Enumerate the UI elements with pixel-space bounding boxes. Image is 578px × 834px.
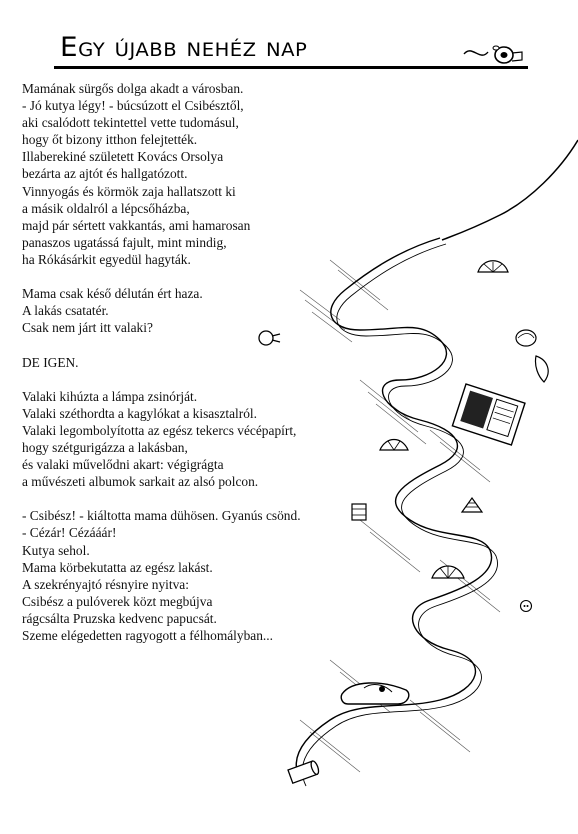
button-icon (521, 601, 532, 612)
poem-line: Vinnyogás és körmök zaja hallatszott ki (22, 183, 236, 199)
stanza (22, 388, 372, 491)
toilet-paper-roll-icon (462, 40, 524, 68)
poem-line: és valaki művelődni akart: végigrágta (22, 457, 224, 473)
poem-line: aki csalódott tekintettel vette tudomásul, (22, 115, 239, 131)
poem-line: rágcsálta Pruzska kedvenc papucsát. (22, 610, 217, 626)
poem-line: - Csibész! - kiáltotta mama dühösen. Gyanús csönd. (22, 508, 301, 524)
poem-body (22, 80, 372, 661)
seashell-icon (478, 261, 508, 272)
poem-line: panaszos ugatássá fajult, mint mindig, (22, 234, 227, 250)
poem-line: Mama csak késő délután ért haza. (22, 286, 203, 302)
stanza (22, 507, 372, 644)
poem-line: A szekrényajtó résnyire nyitva: (22, 576, 189, 592)
poem-line: hogy őt bizony itthon felejtették. (22, 132, 198, 148)
poem-line: majd pár sértett vakkantás, ami hamarosan (22, 217, 251, 233)
seashell-icon (462, 498, 482, 512)
seashell-icon (516, 330, 536, 346)
seashell-icon (380, 440, 408, 451)
poem-line: Kutya sehol. (22, 542, 90, 558)
poem-line: a másik oldalról a lépcsőházba, (22, 200, 190, 216)
poem-line: Mamának sürgős dolga akadt a városban. (22, 81, 244, 96)
poem-line: Csibész a pulóverek közt megbújva (22, 593, 213, 609)
poem-line: - Cézár! Cézááár! (22, 525, 117, 541)
art-album-book-icon (452, 384, 525, 445)
poem-line: Csak nem járt itt valaki? (22, 320, 153, 336)
toilet-paper-roll-end-icon (288, 760, 320, 783)
poem-line: DE IGEN. (22, 354, 79, 370)
page-title: Egy újabb nehéz nap (60, 32, 308, 63)
poem-line: a művészeti albumok sarkait az alsó polcon. (22, 474, 259, 490)
poem-line: Mama körbekutatta az egész lakást. (22, 559, 213, 575)
poem-line: bezárta az ajtót és hallgatózott. (22, 166, 188, 182)
poem-line: Valaki széthordta a kagylókat a kisasztalról. (22, 405, 257, 421)
slipper-icon (341, 683, 409, 704)
stanza (22, 354, 372, 371)
poem-line: Valaki legombolyította az egész tekercs vécépapírt, (22, 422, 297, 438)
seashell-icon (432, 566, 464, 578)
poem-line: Illaberekiné született Kovács Orsolya (22, 149, 224, 165)
title-underline (54, 66, 528, 69)
poem-line: Szeme elégedetten ragyogott a félhomályban... (22, 628, 273, 643)
stanza (22, 285, 372, 336)
stanza (22, 80, 372, 268)
poem-line: - Jó kutya légy! - búcsúzott el Csibésztől, (22, 98, 244, 114)
lamp-cord-icon (442, 140, 578, 240)
poem-line: hogy szétgurigázza a lakásban, (22, 439, 188, 455)
poem-line: ha Rókásárkit egyedül hagyták. (22, 251, 191, 267)
poem-line: A lakás csatatér. (22, 303, 109, 319)
seashell-icon (535, 356, 548, 382)
poem-line: Valaki kihúzta a lámpa zsinórját. (22, 388, 198, 404)
